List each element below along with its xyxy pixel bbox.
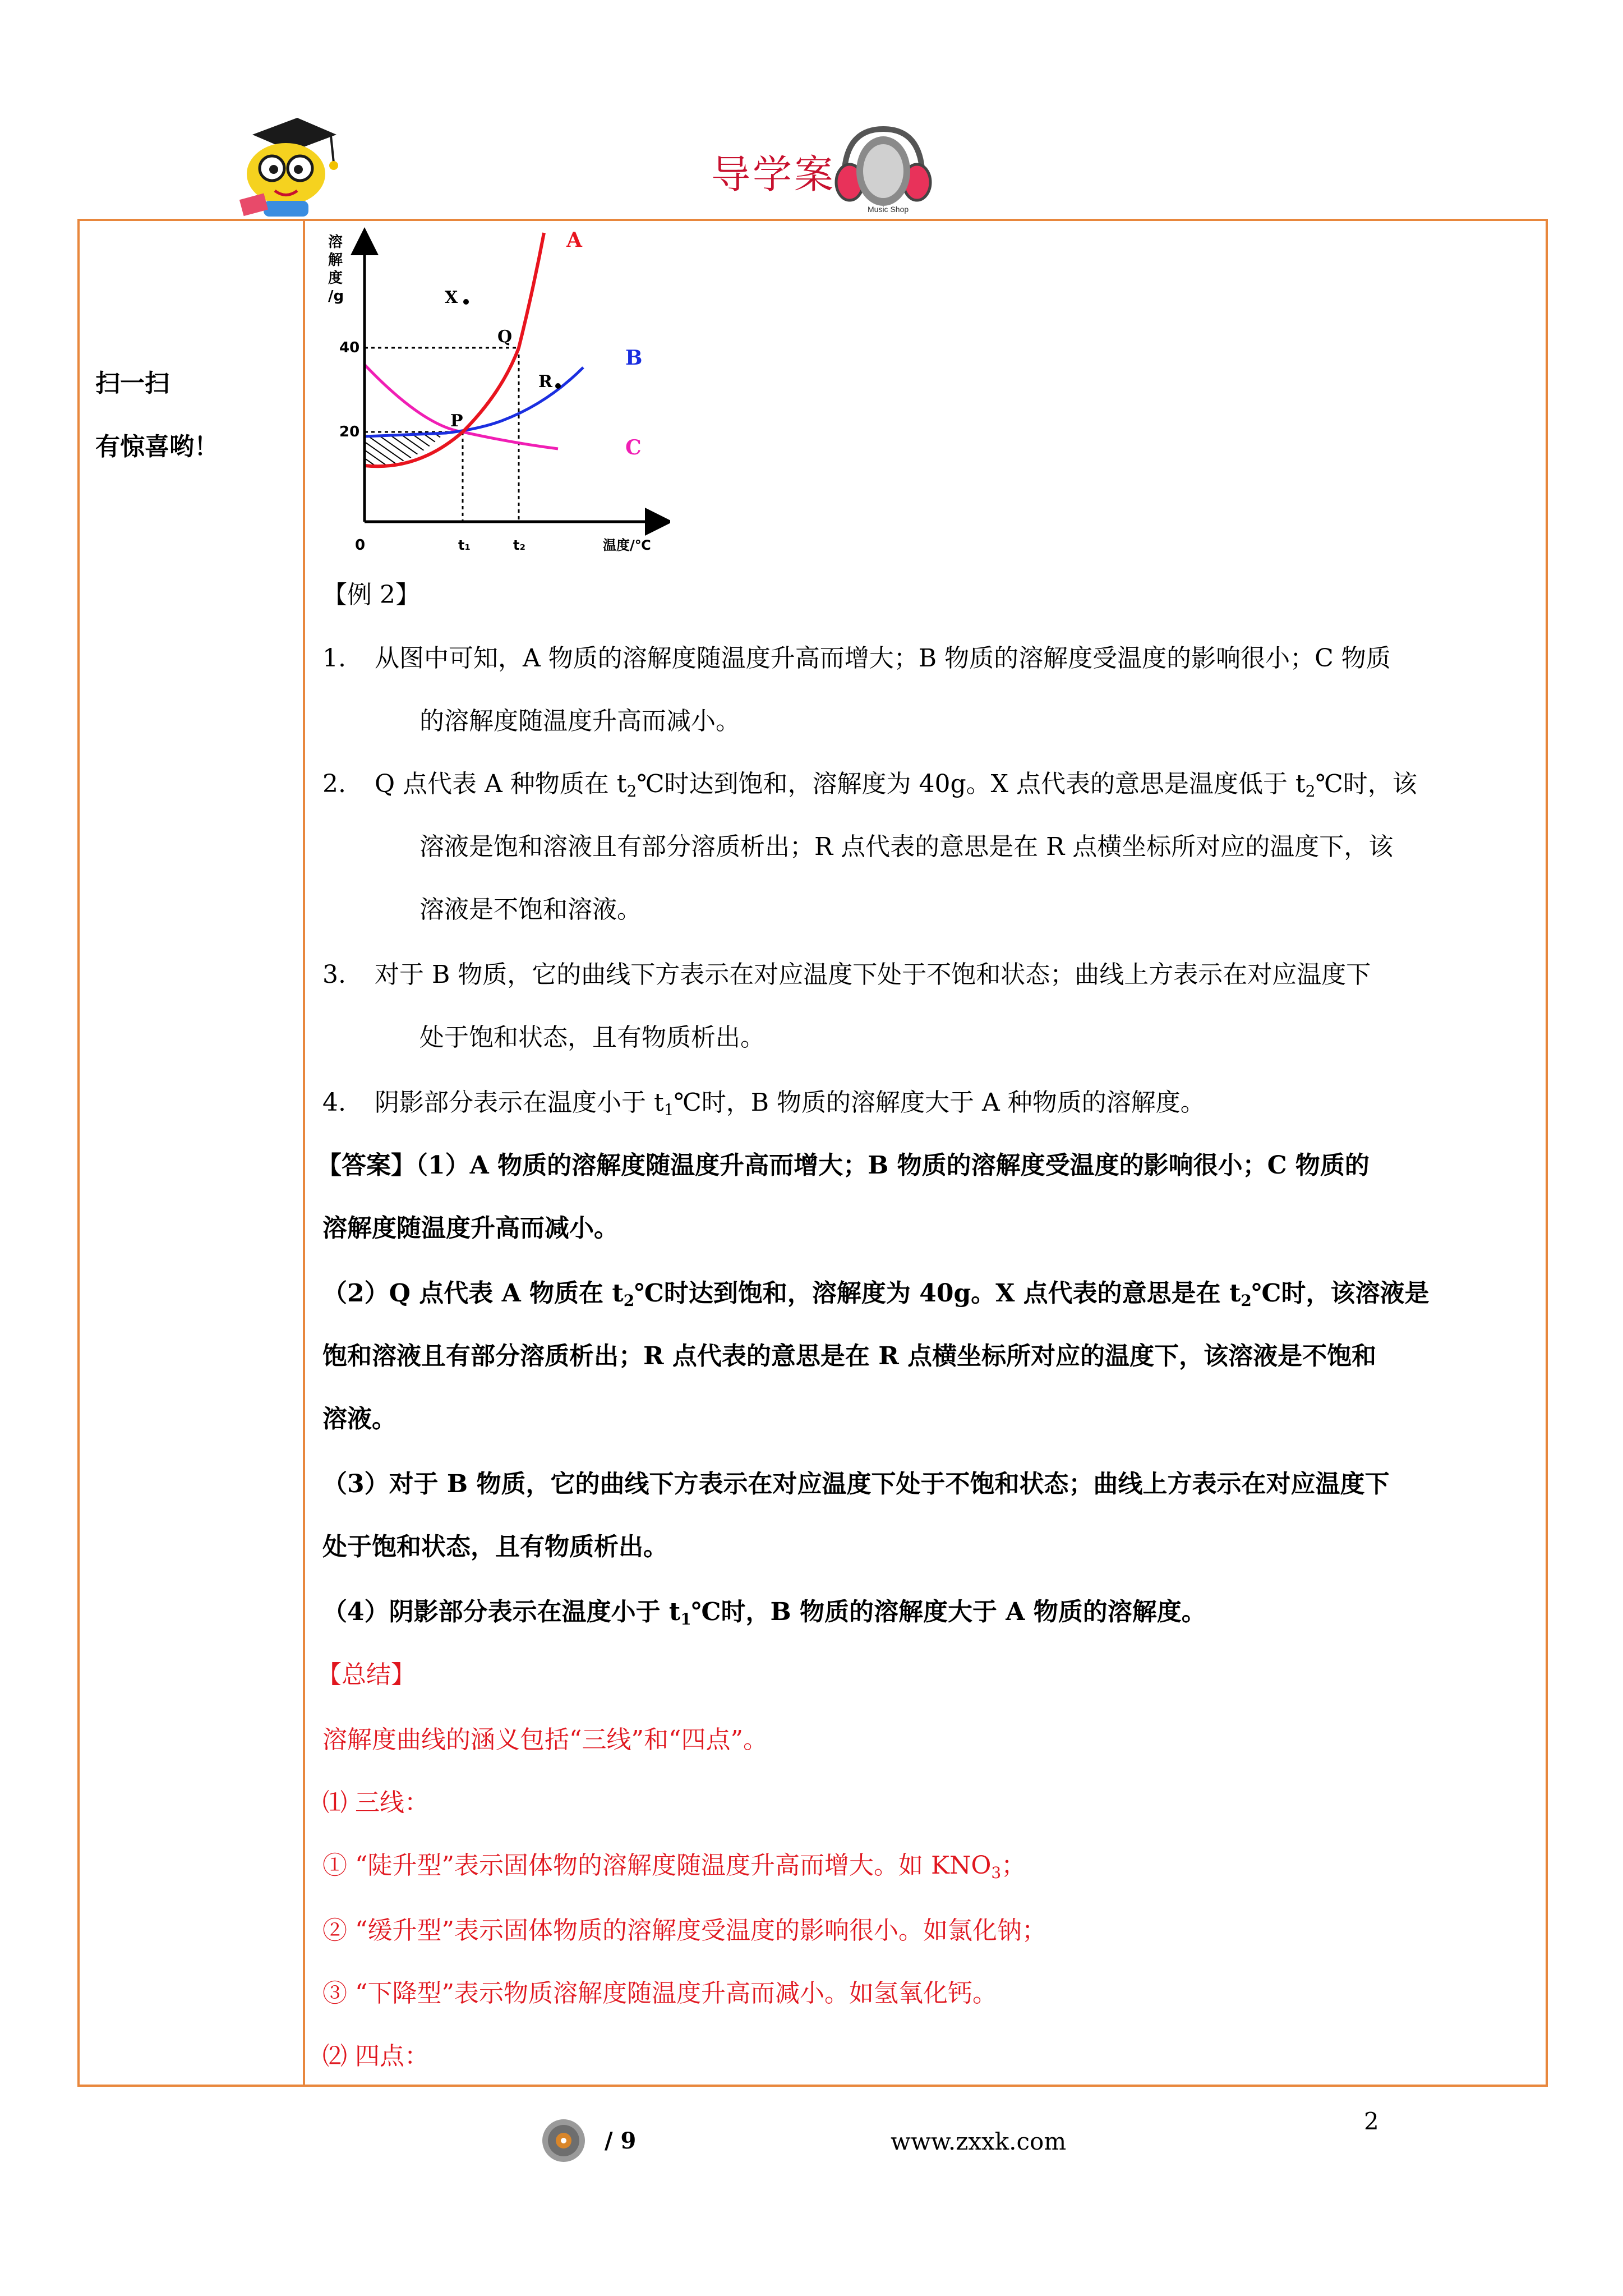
example-item-3-line2: 处于饱和状态，且有物质析出。 <box>419 1023 765 1052</box>
point-label-q: Q <box>497 327 513 347</box>
summary-item-2: ② “缓升型”表示固体物质的溶解度受温度的影响很小。如氯化钠； <box>322 1916 1046 1945</box>
column-divider <box>303 219 305 2087</box>
summary-item-1: ① “陡升型”表示固体物的溶解度随温度升高而增大。如 $KNO_3$； <box>322 1851 1026 1882</box>
answer-p2-line3: 溶液。 <box>322 1405 396 1433</box>
site-url[interactable]: www.zxxk.com <box>891 2128 1067 2155</box>
series-label-b: B <box>625 346 643 370</box>
answer-p2-line2: 饱和溶液且有部分溶质析出；R 点代表的意思是在 R 点横坐标所对应的温度下，该溶液是不饱和 <box>322 1342 1377 1370</box>
page-title: 导学案 <box>711 151 836 197</box>
example-item-4-num: 4. <box>322 1088 346 1117</box>
solubility-chart <box>311 224 670 555</box>
disc-icon <box>541 2118 586 2163</box>
answer-p4: （4）阴影部分表示在温度小于 $t_1℃$时，B 物质的溶解度大于 A 物质的溶解度。 <box>322 1598 1206 1628</box>
example-item-2-line3: 溶液是不饱和溶液。 <box>419 895 642 924</box>
surprise-label: 有惊喜哟！ <box>95 432 219 461</box>
answer-p3-line2: 处于饱和状态，且有物质析出。 <box>322 1533 668 1561</box>
scholar-mascot-icon <box>230 112 342 219</box>
example-item-2-line2: 溶液是饱和溶液且有部分溶质析出；R 点代表的意思是在 R 点横坐标所对应的温度下，该 <box>419 832 1394 861</box>
music-headphone-logo-icon <box>833 118 934 216</box>
answer-p1-line2: 溶解度随温度升高而减小。 <box>322 1214 619 1243</box>
y-axis-label: 溶解度/g <box>328 234 344 305</box>
x-tick-t1: t₁ <box>458 537 471 553</box>
point-r <box>555 383 561 389</box>
example-item-2-num: 2. <box>322 770 346 798</box>
point-x <box>463 299 469 305</box>
page-number: 2 <box>1364 2108 1379 2135</box>
svg-text:Music Shop: Music Shop <box>868 205 909 214</box>
y-tick-20: 20 <box>339 424 360 440</box>
page-count: / 9 <box>605 2128 637 2154</box>
x-tick-0: 0 <box>355 537 366 554</box>
point-label-r: R <box>538 372 552 392</box>
answer-p3-line1: （3）对于 B 物质，它的曲线下方表示在对应温度下处于不饱和状态；曲线上方表示在对应温度下 <box>322 1470 1390 1498</box>
example-item-4-line1: 阴影部分表示在温度小于 $t_1℃$时，B 物质的溶解度大于 A 种物质的溶解度。 <box>375 1088 1205 1119</box>
summary-heading: 【总结】 <box>317 1660 416 1689</box>
example-item-2-line1: Q 点代表 A 种物质在 $t_2℃$时达到饱和，溶解度为 40g。X 点代表的意思是温度低于 $t_2℃$时，该 <box>375 770 1417 800</box>
example-item-1-num: 1. <box>322 644 346 673</box>
series-label-a: A <box>566 228 582 252</box>
scan-label: 扫一扫 <box>95 369 169 398</box>
example-item-3-line1: 对于 B 物质，它的曲线下方表示在对应温度下处于不饱和状态；曲线上方表示在对应温度下 <box>375 960 1371 989</box>
x-axis-label: 温度/℃ <box>603 537 651 553</box>
example-item-3-num: 3. <box>322 960 346 989</box>
answer-p1-line1: 【答案】（1）A 物质的溶解度随温度升高而增大；B 物质的溶解度受温度的影响很小；C 物质的 <box>317 1151 1370 1180</box>
y-tick-40: 40 <box>339 339 360 356</box>
summary-item-3: ③ “下降型”表示物质溶解度随温度升高而减小。如氢氧化钙。 <box>322 1979 997 2008</box>
example-item-1-line2: 的溶解度随温度升高而减小。 <box>419 707 740 735</box>
summary-intro: 溶解度曲线的涵义包括“三线”和“四点”。 <box>322 1726 768 1754</box>
summary-section-2: ⑵ 四点： <box>322 2042 429 2070</box>
example-heading: 【例 2】 <box>322 581 420 609</box>
x-tick-t2: t₂ <box>513 537 525 553</box>
series-label-c: C <box>625 436 642 459</box>
answer-p2-line1: （2）Q 点代表 A 物质在 $t_2℃$时达到饱和，溶解度为 40g。X 点代表的意思是在 $t_2℃$时，该溶液是 <box>322 1279 1430 1310</box>
example-item-1-line1: 从图中可知，A 物质的溶解度随温度升高而增大；B 物质的溶解度受温度的影响很小；C 物质 <box>375 644 1391 673</box>
point-label-x: X <box>445 288 458 307</box>
summary-section-1: ⑴ 三线： <box>322 1788 429 1817</box>
point-label-p: P <box>450 411 463 431</box>
